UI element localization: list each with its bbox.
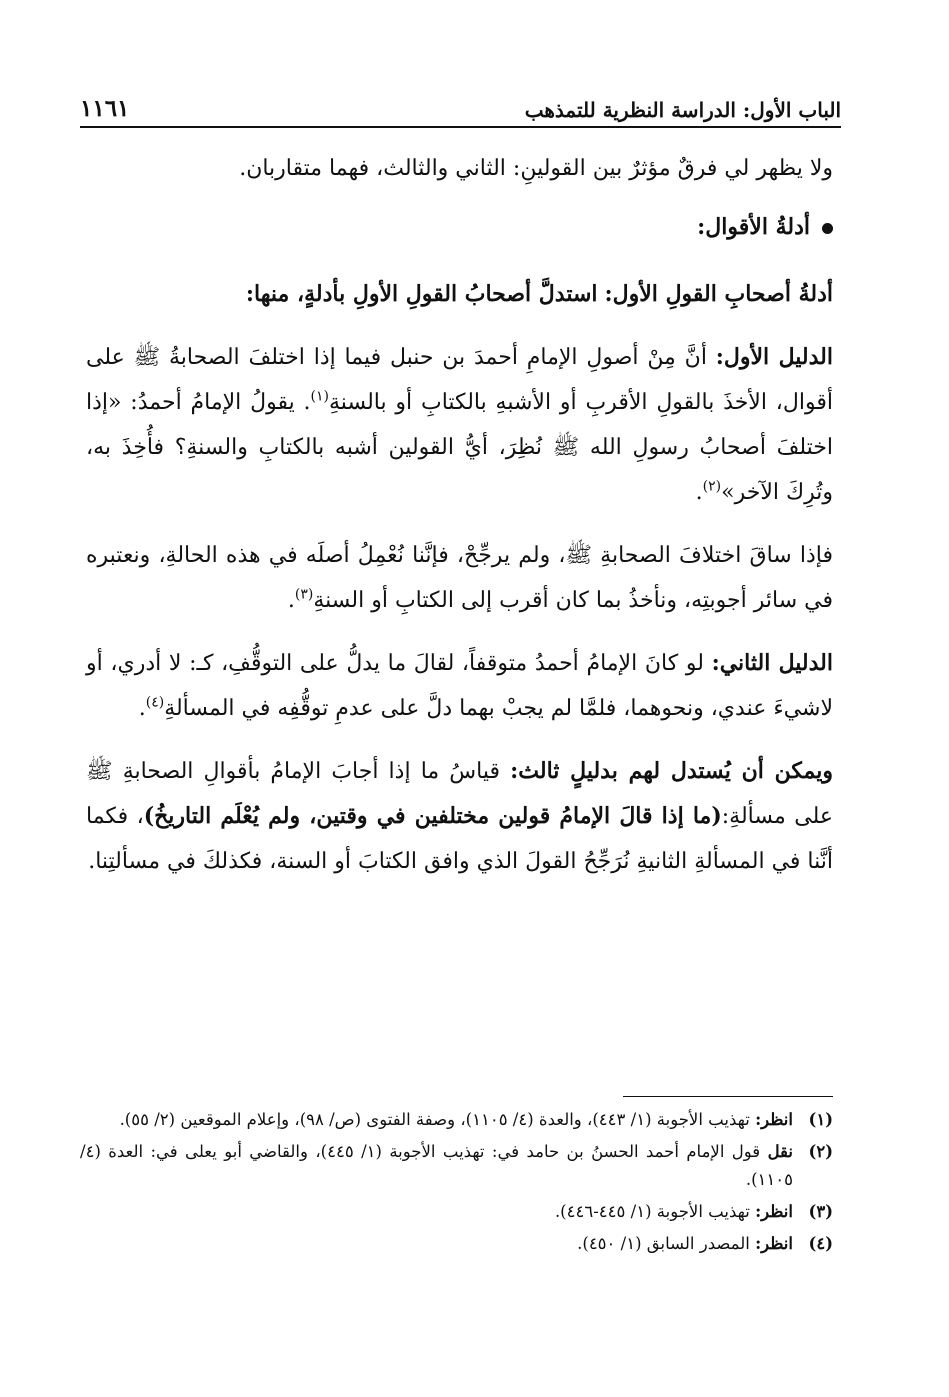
evidence-1-cont-text-b: . (287, 588, 295, 613)
main-text (86, 146, 833, 902)
running-title: الباب الأول: الدراسة النظرية للتمذهب (524, 98, 841, 122)
evidence-3-lead: ويمكن أن يُستدل لهم بدليلٍ ثالث: (510, 758, 834, 784)
evidence-1-text-b: . يقولُ الإمامُ أحمدُ: «إذا اختلفَ أصحابُ رسولِ الله ﷺ نُظِرَ، أيُّ القولين أشبه بالكتابِ والسنةِ؟ فأُخِذَ به، وتُرِكَ الآخر» (86, 390, 833, 505)
evidence-1-text-c: . (695, 480, 703, 505)
section-heading (86, 205, 833, 250)
evidence-3-text-b: ، فكما أنَّنا في المسألةِ الثانيةِ نُرَجِّحُ القولَ الذي وافق الكتابَ أو السنة، فكذلكَ في مسألتِنا. (86, 804, 833, 874)
footnote-body: قول الإمام أحمد الحسنُ بن حامد في: تهذيب الأجوبة (١/ ٤٤٥)، والقاضي أبو يعلى في: العدة (٤/ ١١٠٥). (80, 1142, 793, 1189)
evidence-1-paragraph (86, 335, 833, 515)
footnote-number: (٣) (808, 1202, 833, 1221)
footnote-lead: انظر: (755, 1202, 793, 1221)
footnote-ref-1[interactable]: (١) (310, 388, 330, 405)
evidence-3-text-a: قياسُ ما إذا أجابَ الإمامُ بأقوالِ الصحابةِ ﷺ على مسألةِ: (86, 759, 834, 829)
footnote-text (80, 1138, 793, 1194)
footnote-number: (١) (808, 1110, 833, 1129)
section-heading-text: أدلةُ الأقوال: (697, 214, 810, 240)
footnote-ref-4[interactable]: (٤) (145, 694, 165, 711)
footnote-item (80, 1106, 833, 1134)
evidence-2-paragraph (86, 641, 833, 731)
evidence-1-cont-text-a: فإذا ساقَ اختلافَ الصحابةِ ﷺ، ولم يرجِّحْ، فإنَّنا نُعْمِلُ أصلَه في هذه الحالةِ، ونعتبره في سائر أجوبتِه، ونأخذُ بما كان أقرب إلى الكتابِ أو السنةِ (86, 543, 833, 613)
evidence-1-lead: الدليل الأول: (715, 344, 834, 370)
footnote-lead: انظر: (755, 1234, 793, 1253)
footnote-body: تهذيب الأجوبة (١/ ٤٤٣)، والعدة (٤/ ١١٠٥)، وصفة الفتوى (ص/ ٩٨)، وإعلام الموقعين (٢/ ٥٥). (119, 1110, 750, 1129)
page-number: ١١٦١ (80, 95, 130, 122)
evidence-3-bold-mid: (ما إذا قالَ الإمامُ قولين مختلفين في وقتين، ولم يُعْلَم التاريخُ) (143, 803, 722, 829)
footnote-item (80, 1198, 833, 1226)
footnote-item (80, 1230, 833, 1258)
footnote-ref-2[interactable]: (٢) (702, 478, 722, 495)
first-opinion-text: استدلَّ أصحابُ القولِ الأولِ بأدلةٍ، منها: (245, 281, 598, 307)
evidence-2-lead: الدليل الثاني: (711, 650, 833, 676)
footnote-lead: نقل (767, 1142, 793, 1161)
evidence-3-paragraph (86, 749, 833, 884)
footnote-text (80, 1106, 793, 1134)
bullet-icon (822, 223, 833, 234)
evidence-2-text-a: لو كانَ الإمامُ أحمدُ متوقفاً، لقالَ ما يدلُّ على التوقُّفِ، كـ: لا أدري، أو لاشيءَ عندي، ونحوهما، فلمَّا لم يجبْ بهما دلَّ على عدمِ توقُّفِه في المسألةِ (86, 651, 833, 721)
first-opinion-lead: أدلةُ أصحابِ القولِ الأول: (604, 281, 833, 307)
intro-paragraph: ولا يظهر لي فرقٌ مؤثرٌ بين القولينِ: الثاني والثالث، فهما متقاربان. (239, 156, 833, 181)
footnote-body: المصدر السابق (١/ ٤٥٠). (577, 1234, 750, 1253)
footnote-ref-3[interactable]: (٣) (294, 586, 314, 603)
footnotes (80, 1106, 833, 1262)
footnote-text (80, 1230, 793, 1258)
footnote-divider (623, 1096, 833, 1097)
footnote-text (80, 1198, 793, 1226)
evidence-1-continuation (86, 533, 833, 623)
page-header (80, 92, 841, 128)
footnote-lead: انظر: (755, 1110, 793, 1129)
footnote-number: (٤) (808, 1234, 833, 1253)
footnote-item (80, 1138, 833, 1194)
first-opinion-paragraph (86, 272, 833, 317)
evidence-1-text-a: أنَّ مِنْ أصولِ الإمامِ أحمدَ بن حنبل فيما إذا اختلفَ الصحابةُ ﷺ على أقوال، الأخذَ بالقولِ الأقربِ أو الأشبهِ بالكتابِ أو بالسنةِ (86, 345, 833, 415)
evidence-2-text-b: . (138, 696, 146, 721)
footnote-number: (٢) (808, 1142, 833, 1161)
footnote-body: تهذيب الأجوبة (١/ ٤٤٥-٤٤٦). (554, 1202, 750, 1221)
